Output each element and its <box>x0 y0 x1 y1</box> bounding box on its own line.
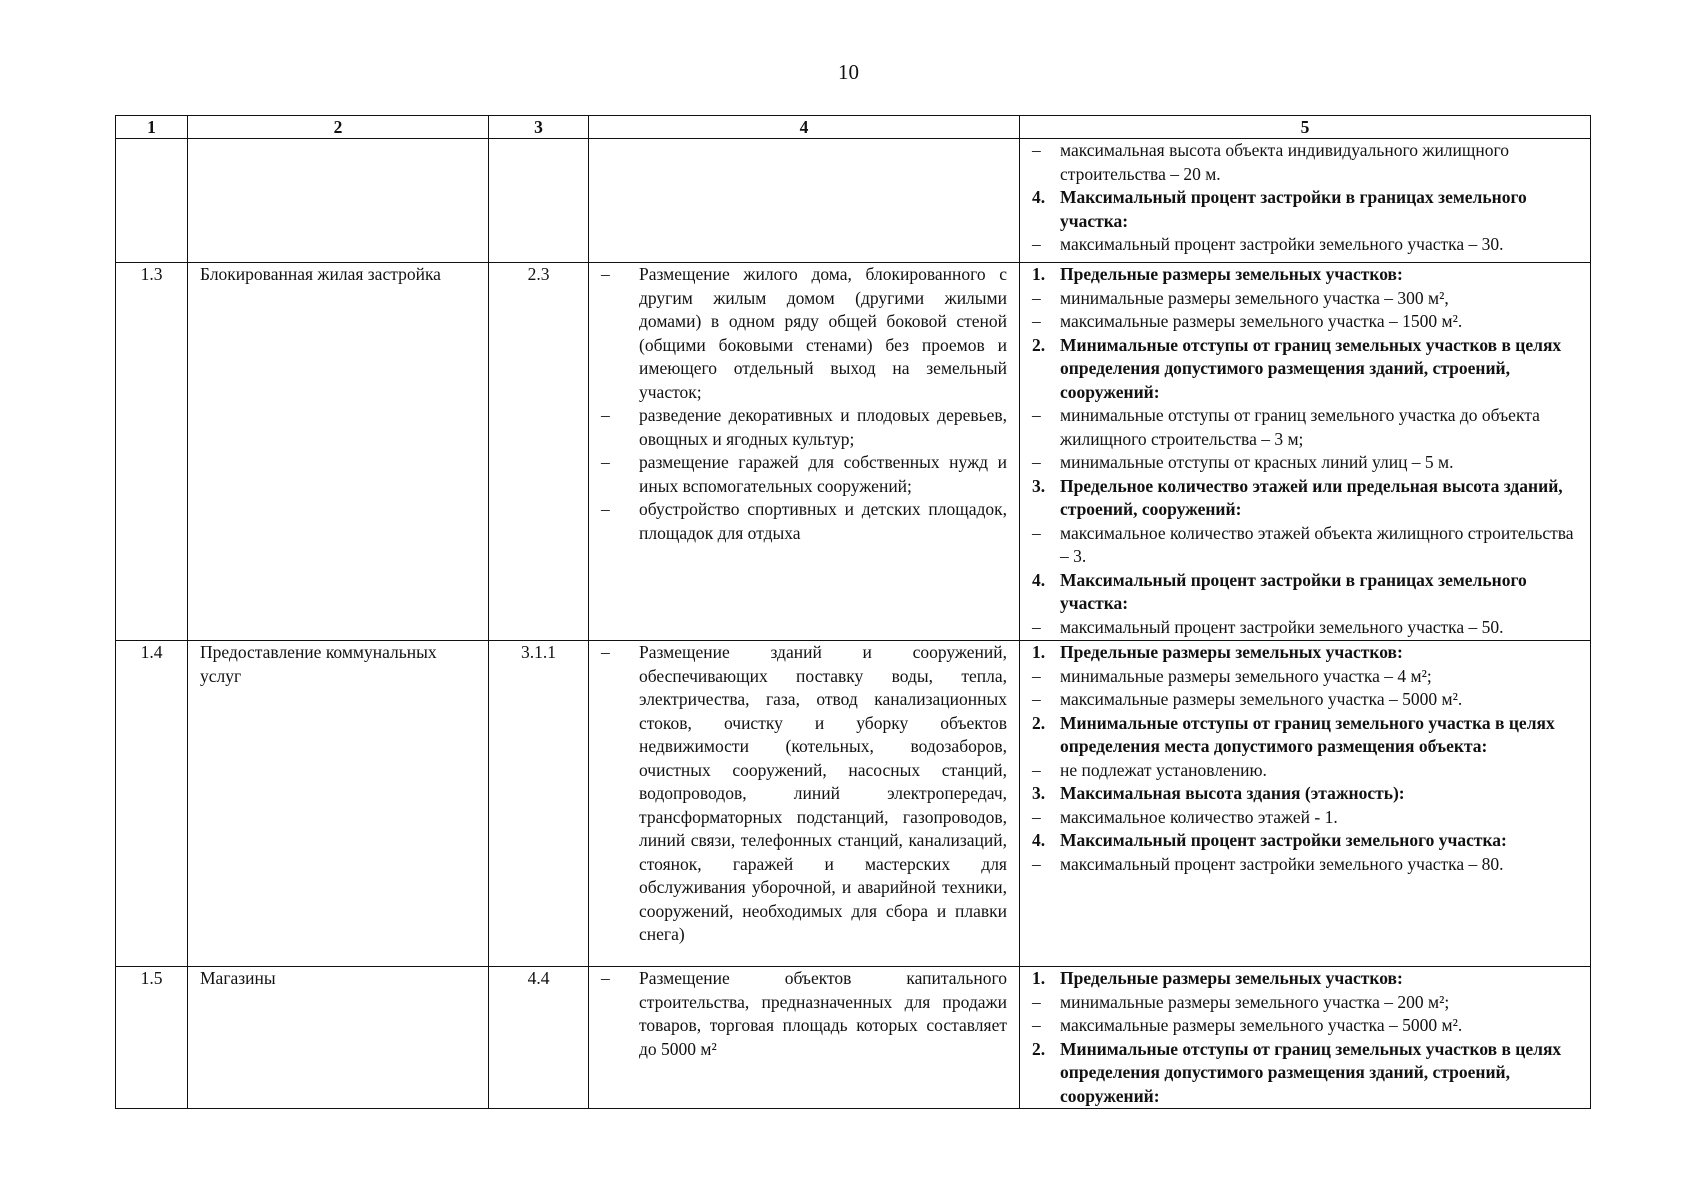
param-marker: 2. <box>1032 334 1046 355</box>
dash-marker: – <box>601 405 610 425</box>
table-row <box>116 641 1591 967</box>
description-item <box>601 404 1007 451</box>
param-text: максимальные размеры земельного участка – 5000 м². <box>1060 1015 1463 1035</box>
param-text: Максимальная высота здания (этажность): <box>1060 783 1405 803</box>
param-text: минимальные размеры земельного участка – 300 м², <box>1060 287 1449 308</box>
param-item <box>1032 310 1578 334</box>
param-text: максимальный процент застройки земельного участка – 50. <box>1060 616 1504 637</box>
param-text: максимальный процент застройки земельного участка – 80. <box>1060 853 1504 874</box>
param-marker: 2. <box>1032 712 1046 733</box>
param-item <box>1032 853 1578 877</box>
param-item <box>1032 1014 1578 1038</box>
table-row <box>116 967 1591 1109</box>
param-text: минимальные отступы от границ земельного участка до объекта жилищного строительства – 3 м; <box>1060 405 1540 449</box>
param-item <box>1032 287 1578 311</box>
param-text: минимальные размеры земельного участка – 4 м²; <box>1060 665 1432 686</box>
param-text: минимальные размеры земельного участка – 200 м²; <box>1060 991 1450 1012</box>
param-item <box>1032 665 1578 689</box>
param-marker: 2. <box>1032 1038 1046 1059</box>
param-text: Предельное количество этажей или предельная высота зданий, строений, сооружений: <box>1060 475 1563 519</box>
param-item <box>1032 139 1578 186</box>
param-heading <box>1032 475 1578 522</box>
param-marker: 4. <box>1032 187 1046 207</box>
param-marker: – <box>1032 806 1041 827</box>
param-heading <box>1032 263 1578 287</box>
header-col-1: 1 <box>116 116 188 139</box>
param-heading <box>1032 334 1578 405</box>
table-header-row <box>116 116 1591 139</box>
param-marker: 1. <box>1032 642 1046 662</box>
land-use-name <box>188 139 489 263</box>
page-number: 10 <box>838 60 859 84</box>
description-text: обустройство спортивных и детских площадок, площадок для отдыха <box>639 499 1007 543</box>
param-item <box>1032 688 1578 712</box>
description-text: Размещение объектов капитального строительства, предназначенных для продажи товаров, торговая площадь которых составляет до 5000 м² <box>639 968 1007 1059</box>
dash-marker: – <box>601 642 610 662</box>
land-use-description <box>589 967 1020 1109</box>
param-marker: – <box>1032 616 1041 637</box>
param-marker: 4. <box>1032 830 1046 850</box>
param-marker: – <box>1032 234 1041 254</box>
param-text: Минимальные отступы от границ земельных участков в целях определения допустимого размещения зданий, строений, сооружений: <box>1060 334 1562 402</box>
description-text: Размещение жилого дома, блокированного с другим жилым домом (другими жилыми домами) в одном ряду общей боковой стеной (общими боковыми стенами) без проемов и имеющего отдельный выход на земельный участок; <box>639 264 1007 402</box>
param-marker: – <box>1032 287 1041 308</box>
land-use-code: 4.4 <box>489 967 589 1109</box>
land-use-table <box>115 115 1591 1109</box>
param-text: не подлежат установлению. <box>1060 759 1267 780</box>
dash-marker: – <box>601 264 610 284</box>
param-heading <box>1032 967 1578 991</box>
table-row <box>116 139 1591 263</box>
land-use-name: Блокированная жилая застройка <box>188 263 489 641</box>
param-marker: 1. <box>1032 264 1046 284</box>
param-text: Максимальный процент застройки в границах земельного участка: <box>1060 187 1527 231</box>
land-use-code <box>489 139 589 263</box>
param-heading <box>1032 186 1578 233</box>
param-text: Минимальные отступы от границ земельного участка в целях определения места допустимого размещения объекта: <box>1060 712 1555 756</box>
param-marker: 1. <box>1032 968 1046 988</box>
description-item <box>601 641 1007 947</box>
header-col-5: 5 <box>1020 116 1591 139</box>
header-col-3: 3 <box>489 116 589 139</box>
land-use-description <box>589 139 1020 263</box>
param-item <box>1032 759 1578 783</box>
param-marker: – <box>1032 1015 1041 1035</box>
param-marker: – <box>1032 140 1041 160</box>
param-item <box>1032 451 1578 475</box>
parameters-cell <box>1020 967 1591 1109</box>
table-row <box>116 263 1591 641</box>
param-marker: – <box>1032 853 1041 874</box>
land-use-name: Магазины <box>188 967 489 1109</box>
row-number: 1.5 <box>116 967 188 1109</box>
param-item <box>1032 522 1578 569</box>
param-item <box>1032 233 1578 257</box>
param-heading <box>1032 641 1578 665</box>
param-item <box>1032 404 1578 451</box>
parameters-cell <box>1020 641 1591 967</box>
param-marker: – <box>1032 452 1041 472</box>
dash-marker: – <box>601 968 610 988</box>
param-text: Предельные размеры земельных участков: <box>1060 642 1403 662</box>
param-text: максимальное количество этажей - 1. <box>1060 806 1338 827</box>
description-item <box>601 967 1007 1061</box>
param-marker: – <box>1032 311 1041 331</box>
land-use-name: Предоставление коммунальных услуг <box>188 641 489 967</box>
row-number <box>116 139 188 263</box>
description-item <box>601 451 1007 498</box>
param-item <box>1032 991 1578 1015</box>
param-text: максимальные размеры земельного участка – 1500 м². <box>1060 311 1463 331</box>
param-marker: – <box>1032 522 1041 543</box>
param-marker: – <box>1032 665 1041 686</box>
param-item <box>1032 616 1578 640</box>
land-use-code: 3.1.1 <box>489 641 589 967</box>
description-text: разведение декоративных и плодовых деревьев, овощных и ягодных культур; <box>639 405 1007 449</box>
land-use-description <box>589 641 1020 967</box>
row-number: 1.4 <box>116 641 188 967</box>
param-marker: 3. <box>1032 475 1046 496</box>
param-marker: – <box>1032 689 1041 709</box>
dash-marker: – <box>601 499 610 519</box>
param-text: Предельные размеры земельных участков: <box>1060 968 1403 988</box>
land-use-description <box>589 263 1020 641</box>
dash-marker: – <box>601 452 610 472</box>
param-text: Минимальные отступы от границ земельных участков в целях определения допустимого размещения зданий, строений, сооружений: <box>1060 1038 1562 1106</box>
param-heading <box>1032 1038 1578 1109</box>
param-text: Предельные размеры земельных участков: <box>1060 264 1403 284</box>
parameters-cell <box>1020 139 1591 263</box>
param-marker: – <box>1032 405 1041 425</box>
param-heading <box>1032 829 1578 853</box>
param-marker: 3. <box>1032 783 1046 803</box>
header-col-2: 2 <box>188 116 489 139</box>
description-text: размещение гаражей для собственных нужд и иных вспомогательных сооружений; <box>639 452 1007 496</box>
param-text: максимальный процент застройки земельного участка – 30. <box>1060 234 1504 254</box>
param-text: максимальные размеры земельного участка – 5000 м². <box>1060 689 1463 709</box>
param-heading <box>1032 782 1578 806</box>
param-text: максимальное количество этажей объекта жилищного строительства – 3. <box>1060 522 1574 566</box>
parameters-cell <box>1020 263 1591 641</box>
param-item <box>1032 806 1578 830</box>
header-col-4: 4 <box>589 116 1020 139</box>
param-heading <box>1032 712 1578 759</box>
description-item <box>601 498 1007 545</box>
row-number: 1.3 <box>116 263 188 641</box>
description-item <box>601 263 1007 404</box>
param-text: Максимальный процент застройки земельного участка: <box>1060 830 1507 850</box>
param-marker: – <box>1032 759 1041 780</box>
param-marker: – <box>1032 991 1041 1012</box>
param-text: минимальные отступы от красных линий улиц – 5 м. <box>1060 452 1454 472</box>
param-text: максимальная высота объекта индивидуального жилищного строительства – 20 м. <box>1060 140 1509 184</box>
param-text: Максимальный процент застройки в границах земельного участка: <box>1060 569 1527 613</box>
param-heading <box>1032 569 1578 616</box>
description-text: Размещение зданий и сооружений, обеспечивающих поставку воды, тепла, электричества, газа, отвод канализационных стоков, очистку и уборку объектов недвижимости (котельных, водозаборов, очистных сооружений, насосных станций, водопроводов, линий электропередач, трансформаторных подстанций, газопроводов, линий связи, телефонных станций, канализаций, стоянок, гаражей и мастерских для обслуживания уборочной, и аварийной техники, сооружений, необходимых для сбора и плавки снега) <box>639 642 1007 944</box>
land-use-code: 2.3 <box>489 263 589 641</box>
param-marker: 4. <box>1032 569 1046 590</box>
